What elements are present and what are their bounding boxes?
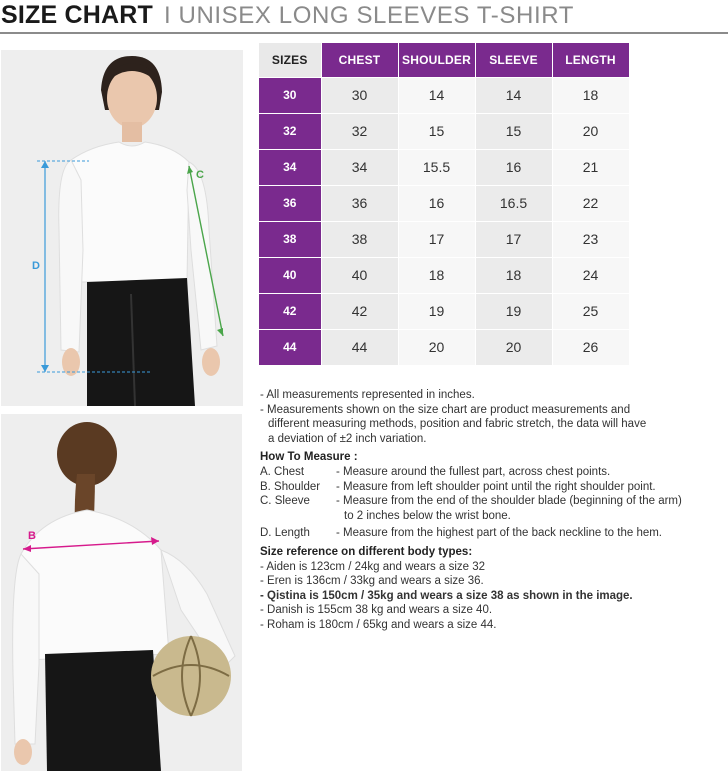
shoulder-cell: 15.5 (398, 149, 475, 185)
table-row (259, 149, 629, 185)
model-back-illustration (1, 414, 242, 771)
size-reference-heading: Size reference on different body types: (260, 545, 473, 558)
table-row (259, 185, 629, 221)
header-length: LENGTH (552, 43, 629, 77)
note-line: different measuring methods, position and fabric stretch, the data will have (268, 418, 647, 431)
note-line: a deviation of ±2 inch variation. (268, 432, 427, 445)
table-row (259, 113, 629, 149)
page-header (0, 0, 728, 34)
how-to-item (260, 480, 725, 495)
size-cell: 30 (259, 77, 321, 113)
note-line: - Measurements shown on the size chart are product measurements and (260, 403, 631, 416)
table-row (259, 77, 629, 113)
chest-cell: 40 (321, 257, 398, 293)
size-cell: 40 (259, 257, 321, 293)
model-front-illustration (1, 50, 243, 406)
length-measure-label: D (32, 260, 40, 272)
size-cell: 32 (259, 113, 321, 149)
sleeve-cell: 19 (475, 293, 552, 329)
measurement-notes (260, 388, 725, 633)
table-header-row (259, 43, 629, 77)
length-cell: 24 (552, 257, 629, 293)
chest-cell: 36 (321, 185, 398, 221)
chest-cell: 34 (321, 149, 398, 185)
table-row (259, 257, 629, 293)
how-to-desc: - Measure from left shoulder point until the right shoulder point. (336, 480, 656, 493)
how-to-desc-line: - Measure from the end of the shoulder blade (beginning of the arm) (336, 495, 682, 508)
chest-cell: 32 (321, 113, 398, 149)
sleeve-measure-label: C (196, 169, 204, 181)
header-sleeve: SLEEVE (475, 43, 552, 77)
shoulder-cell: 18 (398, 257, 475, 293)
how-to-measure-heading: How To Measure : (260, 451, 358, 464)
sleeve-cell: 20 (475, 329, 552, 365)
page-title: SIZE CHART (1, 1, 153, 29)
size-cell: 44 (259, 329, 321, 365)
sleeve-cell: 16 (475, 149, 552, 185)
header-chest: CHEST (321, 43, 398, 77)
how-to-item (260, 465, 725, 480)
header-shoulder: SHOULDER (398, 43, 475, 77)
how-to-label: D. Length (260, 527, 310, 540)
reference-line: - Roham is 180cm / 65kg and wears a size 44. (260, 618, 497, 631)
note-line: - All measurements represented in inches. (260, 389, 475, 401)
how-to-item (260, 494, 725, 523)
reference-line-highlight: - Qistina is 150cm / 35kg and wears a size 38 as shown in the image. (260, 589, 633, 602)
shoulder-cell: 17 (398, 221, 475, 257)
table-row (259, 329, 629, 365)
length-cell: 20 (552, 113, 629, 149)
shoulder-cell: 15 (398, 113, 475, 149)
table-row (259, 293, 629, 329)
how-to-desc: - Measure around the fullest part, across chest points. (336, 465, 611, 478)
how-to-desc-line: to 2 inches below the wrist bone. (344, 509, 511, 522)
size-cell: 42 (259, 293, 321, 329)
shoulder-cell: 14 (398, 77, 475, 113)
shoulder-cell: 16 (398, 185, 475, 221)
reference-line: - Danish is 155cm 38 kg and wears a size 40. (260, 604, 493, 617)
sleeve-cell: 17 (475, 221, 552, 257)
size-cell: 36 (259, 185, 321, 221)
length-cell: 26 (552, 329, 629, 365)
header-sizes: SIZES (259, 43, 321, 77)
sleeve-cell: 16.5 (475, 185, 552, 221)
model-back-photo (1, 414, 242, 771)
how-to-label: C. Sleeve (260, 495, 310, 508)
chest-cell: 38 (321, 221, 398, 257)
sleeve-cell: 14 (475, 77, 552, 113)
length-cell: 23 (552, 221, 629, 257)
length-cell: 21 (552, 149, 629, 185)
how-to-desc: - Measure from the highest part of the back neckline to the hem. (336, 527, 663, 540)
length-cell: 22 (552, 185, 629, 221)
how-to-desc (336, 494, 725, 523)
how-to-label: A. Chest (260, 465, 305, 478)
table-row (259, 221, 629, 257)
reference-line: - Aiden is 123cm / 24kg and wears a size 32 (260, 560, 486, 573)
how-to-label: B. Shoulder (260, 480, 321, 493)
sleeve-cell: 18 (475, 257, 552, 293)
sleeve-cell: 15 (475, 113, 552, 149)
chest-cell: 42 (321, 293, 398, 329)
shoulder-cell: 19 (398, 293, 475, 329)
reference-line: - Eren is 136cm / 33kg and wears a size 36. (260, 575, 484, 588)
model-front-photo (1, 50, 243, 406)
length-cell: 25 (552, 293, 629, 329)
size-cell: 34 (259, 149, 321, 185)
size-table (259, 43, 630, 366)
chest-cell: 44 (321, 329, 398, 365)
shoulder-measure-label: B (28, 530, 36, 542)
page-subtitle: I UNISEX LONG SLEEVES T-SHIRT (164, 2, 574, 29)
shoulder-cell: 20 (398, 329, 475, 365)
size-cell: 38 (259, 221, 321, 257)
length-cell: 18 (552, 77, 629, 113)
how-to-item (260, 526, 725, 541)
chest-cell: 30 (321, 77, 398, 113)
